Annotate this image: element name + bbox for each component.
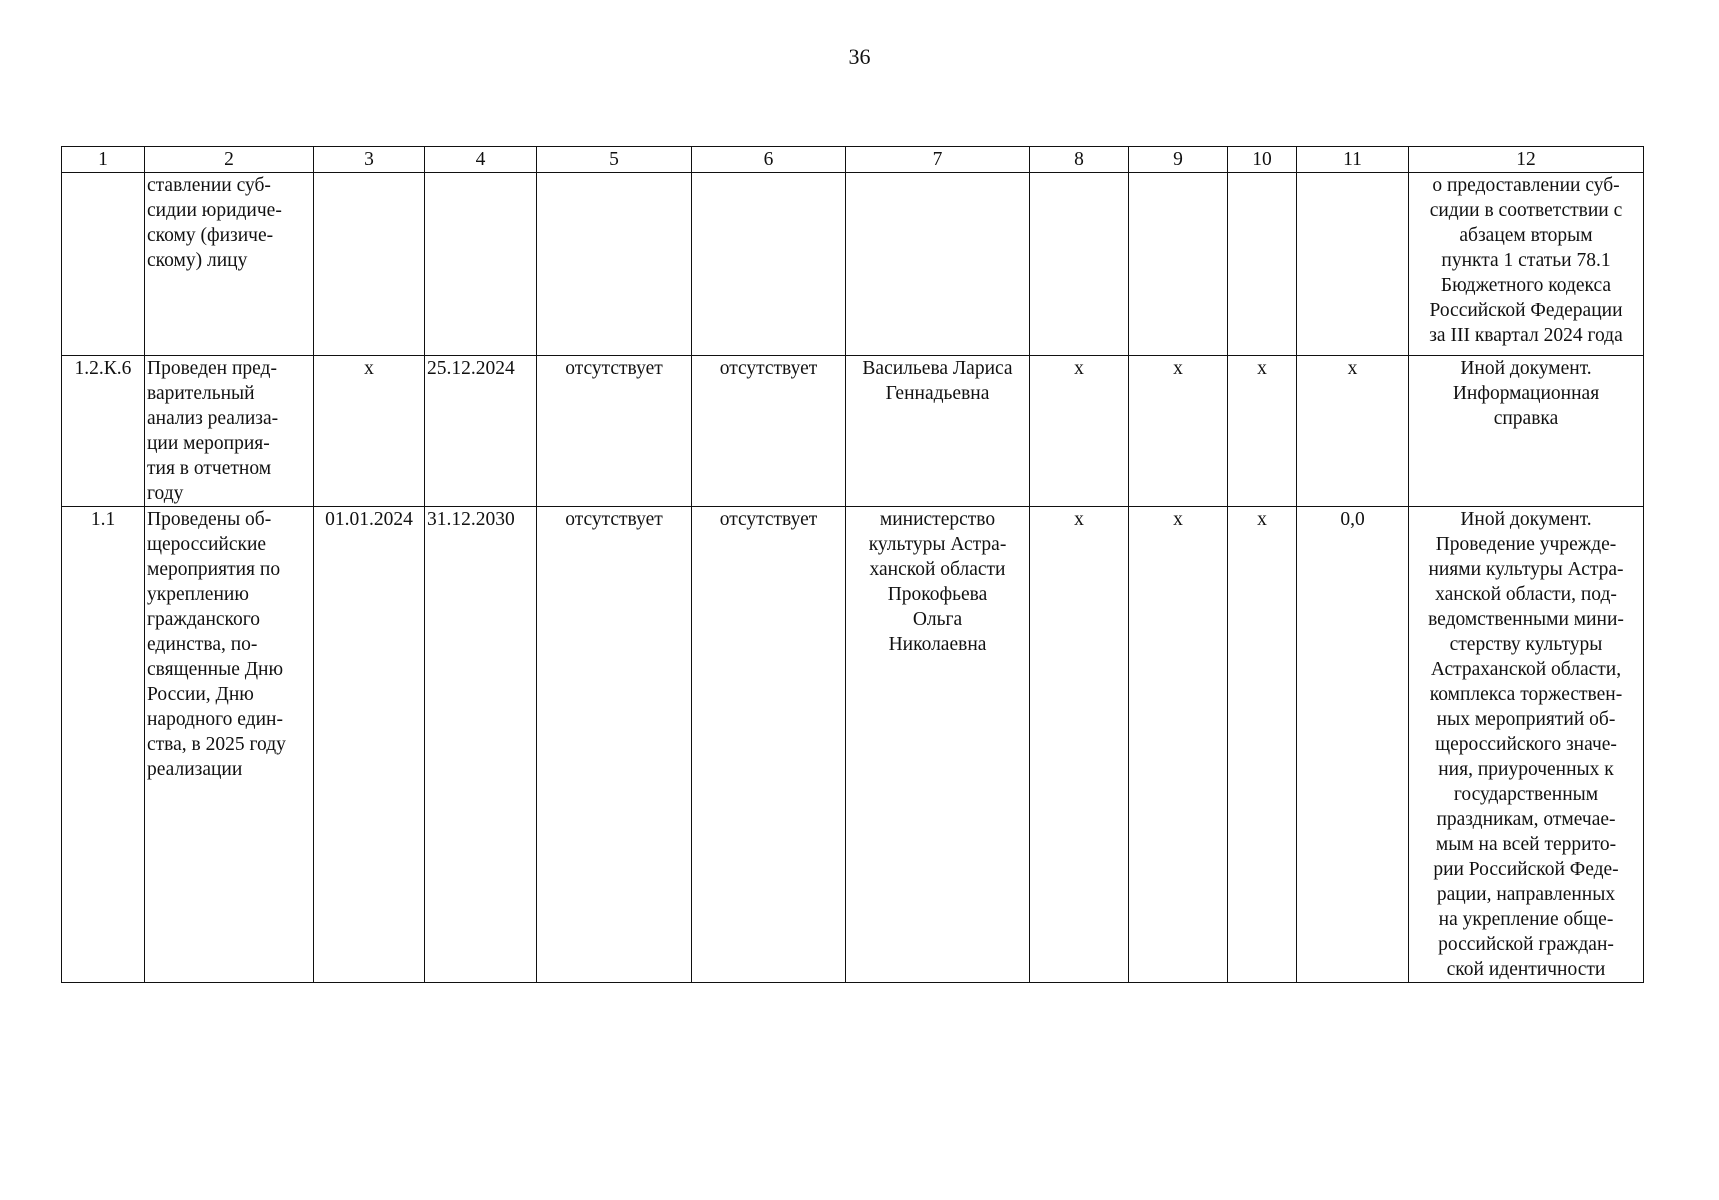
cell-col8: [1030, 173, 1129, 356]
table-row: [62, 356, 1644, 507]
col-header-10: 10: [1228, 147, 1297, 173]
report-table: [61, 146, 1644, 983]
col-header-8: 8: [1030, 147, 1129, 173]
cell-col10: [1228, 173, 1297, 356]
cell-col3: 01.01.2024: [314, 507, 425, 983]
cell-col9: x: [1129, 356, 1228, 507]
cell-col6: отсутствует: [692, 507, 846, 983]
col-header-4: 4: [425, 147, 537, 173]
cell-col5: отсутствует: [537, 356, 692, 507]
cell-col6: [692, 173, 846, 356]
cell-col9: x: [1129, 507, 1228, 983]
cell-col11: 0,0: [1297, 507, 1409, 983]
cell-document: Иной документ. Информационная справка: [1409, 356, 1644, 507]
col-header-5: 5: [537, 147, 692, 173]
cell-col4: 31.12.2030: [425, 507, 537, 983]
cell-responsible: [846, 173, 1030, 356]
cell-col6: отсутствует: [692, 356, 846, 507]
table-row: [62, 173, 1644, 356]
cell-responsible: Васильева Лариса Геннадьевна: [846, 356, 1030, 507]
col-header-7: 7: [846, 147, 1030, 173]
cell-number: 1.2.К.6: [62, 356, 145, 507]
cell-col8: x: [1030, 356, 1129, 507]
cell-col3: [314, 173, 425, 356]
cell-number: 1.1: [62, 507, 145, 983]
cell-name: ставлении суб- сидии юридиче- скому (физиче- скому) лицу: [145, 173, 314, 356]
col-header-3: 3: [314, 147, 425, 173]
cell-col11: [1297, 173, 1409, 356]
page-number: 36: [848, 44, 871, 69]
table-row: [62, 507, 1644, 983]
cell-number: [62, 173, 145, 356]
cell-col8: x: [1030, 507, 1129, 983]
cell-document: Иной документ. Проведение учрежде- ниями культуры Астра- ханской области, под- ведомственными мини- стерству культуры Астраханской области, комплекса торжествен- ных мероприятий об- щероссийского значе- ния, приуроченных к государственным праздникам, отмечае- мым на всей террито- рии Российской Феде- рации, направленных на укрепление обще- российской граждан- ской идентичности: [1409, 507, 1644, 983]
col-header-11: 11: [1297, 147, 1409, 173]
cell-col4: 25.12.2024: [425, 356, 537, 507]
cell-col10: x: [1228, 507, 1297, 983]
col-header-1: 1: [62, 147, 145, 173]
col-header-9: 9: [1129, 147, 1228, 173]
cell-col5: [537, 173, 692, 356]
cell-col3: x: [314, 356, 425, 507]
cell-name: Проведен пред- варительный анализ реализа- ции мероприя- тия в отчетном году: [145, 356, 314, 507]
cell-document: о предоставлении суб- сидии в соответствии с абзацем вторым пункта 1 статьи 78.1 Бюджетного кодекса Российской Федерации за III квартал 2024 года: [1409, 173, 1644, 356]
cell-col11: x: [1297, 356, 1409, 507]
col-header-6: 6: [692, 147, 846, 173]
cell-name: Проведены об- щероссийские мероприятия по укреплению гражданского единства, по- священные Дню России, Дню народного един- ства, в 2025 году реализации: [145, 507, 314, 983]
cell-col9: [1129, 173, 1228, 356]
cell-col5: отсутствует: [537, 507, 692, 983]
header-row: [62, 147, 1644, 173]
cell-responsible: министерство культуры Астра- ханской области Прокофьева Ольга Николаевна: [846, 507, 1030, 983]
col-header-12: 12: [1409, 147, 1644, 173]
col-header-2: 2: [145, 147, 314, 173]
cell-col10: x: [1228, 356, 1297, 507]
cell-col4: [425, 173, 537, 356]
